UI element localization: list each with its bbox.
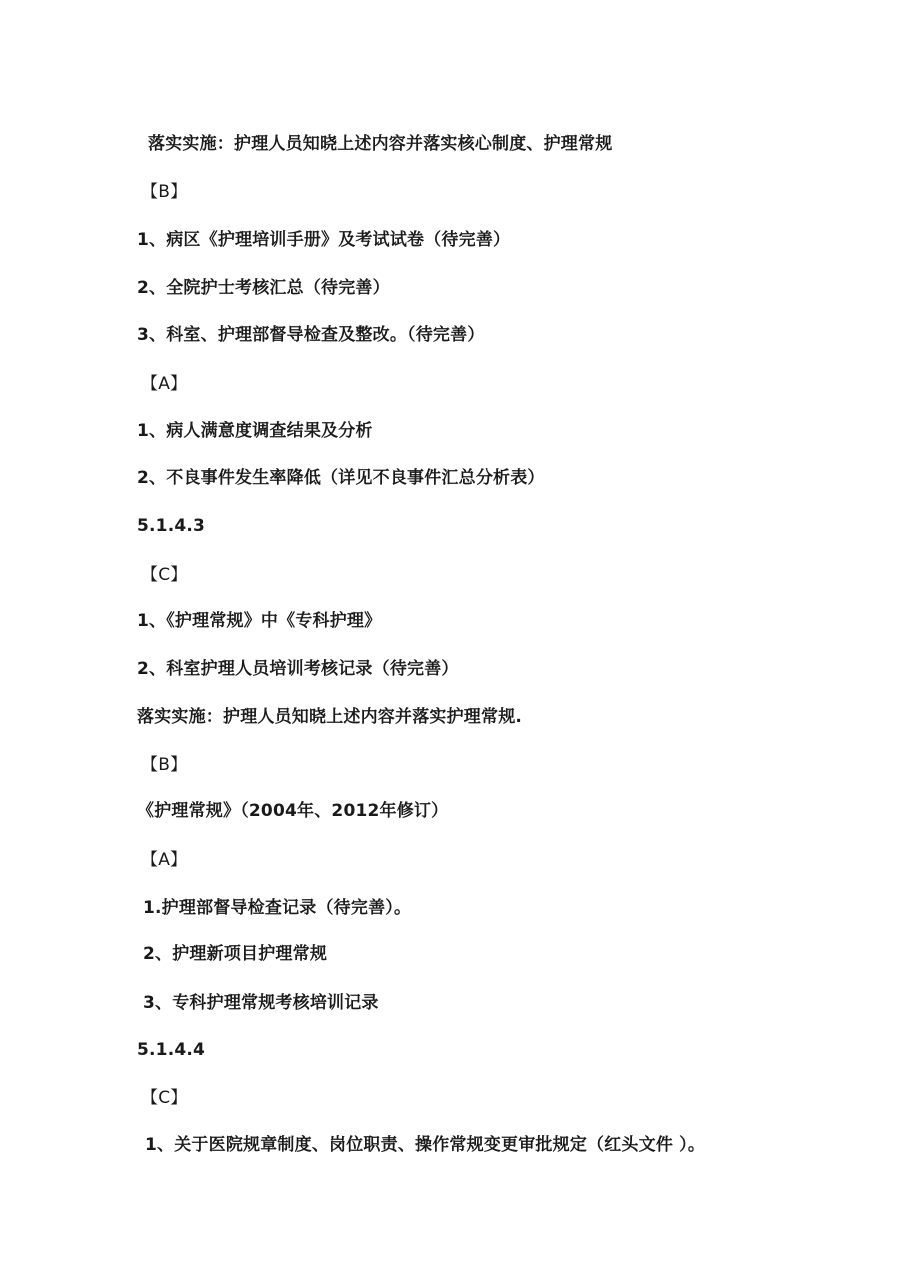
section-number-5143: 5.1.4.3 <box>137 516 206 536</box>
a2-item-3: 3、专科护理常规考核培训记录 <box>143 993 379 1013</box>
section-number-5144: 5.1.4.4 <box>137 1040 206 1060</box>
grade-b-heading-2: 【B】 <box>141 755 188 775</box>
grade-a-heading-2: 【A】 <box>141 850 188 870</box>
grade-c-heading-2: 【C】 <box>141 1088 188 1108</box>
a-item-2: 2、不良事件发生率降低（详见不良事件汇总分析表） <box>137 468 545 488</box>
grade-b-heading-1: 【B】 <box>141 182 188 202</box>
b-item-2: 2、全院护士考核汇总（待完善） <box>137 278 390 298</box>
a2-item-2: 2、护理新项目护理常规 <box>143 944 328 964</box>
implementation-line-1: 落实实施：护理人员知晓上述内容并落实核心制度、护理常规 <box>148 134 613 154</box>
implementation-line-2: 落实实施：护理人员知晓上述内容并落实护理常规. <box>137 707 523 727</box>
grade-c-heading-1: 【C】 <box>141 565 188 585</box>
c-item-2: 2、科室护理人员培训考核记录（待完善） <box>137 659 459 679</box>
a2-item-1: 1.护理部督导检查记录（待完善）。 <box>143 898 412 918</box>
b-item-1: 1、病区《护理培训手册》及考试试卷（待完善） <box>137 230 511 250</box>
c-item-1: 1、《护理常规》中《专科护理》 <box>137 611 382 631</box>
c2-item-1: 1、关于医院规章制度、岗位职责、操作常规变更审批规定（红头文件 ）。 <box>145 1135 706 1155</box>
a-item-1: 1、病人满意度调查结果及分析 <box>137 421 373 441</box>
grade-a-heading-1: 【A】 <box>141 374 188 394</box>
nursing-routine-title: 《护理常规》（2004年、2012年修订） <box>137 801 449 821</box>
b-item-3: 3、科室、护理部督导检查及整改。（待完善） <box>137 325 485 345</box>
